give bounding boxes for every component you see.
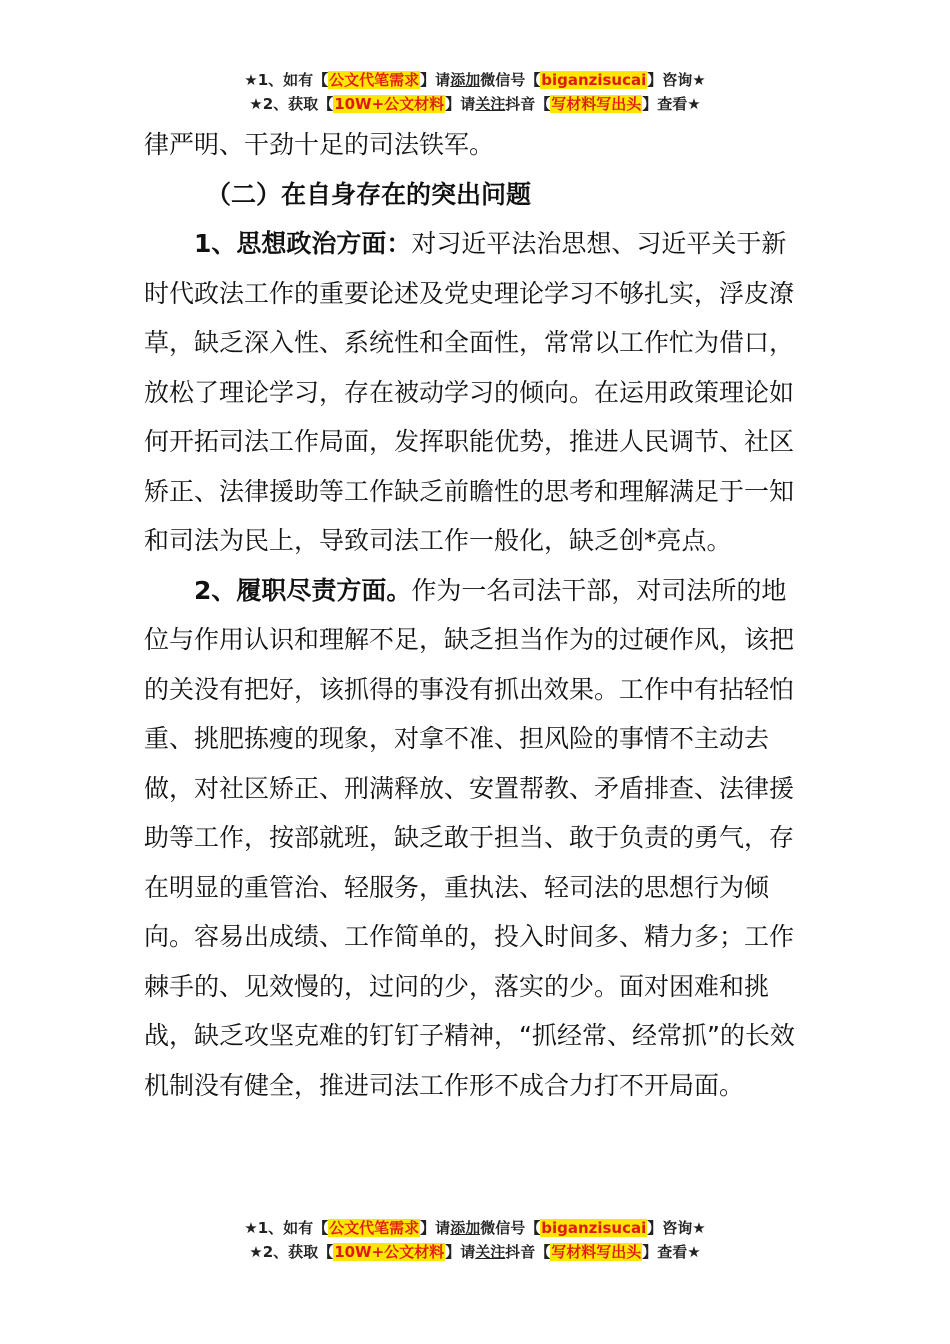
item-text: 作为一名司法干部，对司法所的地位与作用认识和理解不足，缺乏担当作为的过硬作风，该把的关没有把好，该抓得的事没有抓出效果。工作中有拈轻怕重、挑肥拣瘦的现象，对拿不准、担风险的事情不主动去做，对社区矫正、刑满释放、安置帮教、矛盾排查、法律援助等工作，按部就班，缺乏敢于担当、敢于负责的勇气，存在明显的重管治、轻服务，重执法、轻司法的思想行为倾向。容易出成绩、工作简单的，投入时间多、精力多；工作棘手的、见效慢的，过问的少，落实的少。面对困难和挑战，缺乏攻坚克难的钉钉子精神，“抓经常、经常抓”的长效机制没有健全，推进司法工作形不成合力打不开局面。 — [144, 575, 795, 1100]
highlight-service: 公文代笔需求 — [329, 71, 420, 89]
promo-line-2: ★2、获取【10W+公文材料】请关注抖音【写材料写出头】查看★ — [249, 1243, 701, 1261]
highlight-service: 公文代笔需求 — [329, 1219, 420, 1237]
section-heading: （二）在自身存在的突出问题 — [206, 179, 532, 209]
promo-banner-top — [0, 68, 950, 116]
promo-line-1: ★1、如有【公文代笔需求】请添加微信号【biganzisucai】咨询★ — [244, 71, 706, 89]
highlight-wechat-id: biganzisucai — [541, 71, 647, 89]
paragraph-ideology — [144, 219, 808, 566]
item-label: 1、思想政治方面： — [194, 229, 412, 258]
item-label: 2、履职尽责方面。 — [194, 575, 412, 605]
document-body — [144, 120, 808, 1110]
continuation-paragraph: 律严明、干劲十足的司法铁军。 — [144, 130, 495, 159]
highlight-douyin-account: 写材料写出头 — [551, 95, 642, 113]
paragraph-duty — [144, 566, 808, 1111]
highlight-douyin-account: 写材料写出头 — [551, 1243, 642, 1261]
highlight-wechat-id: biganzisucai — [541, 1219, 647, 1237]
promo-line-1: ★1、如有【公文代笔需求】请添加微信号【biganzisucai】咨询★ — [244, 1219, 706, 1237]
promo-line-2: ★2、获取【10W+公文材料】请关注抖音【写材料写出头】查看★ — [249, 95, 701, 113]
highlight-materials: 10W+公文材料 — [334, 95, 445, 113]
promo-banner-bottom — [0, 1216, 950, 1264]
highlight-materials: 10W+公文材料 — [334, 1243, 445, 1261]
item-text: 对习近平法治思想、习近平关于新时代政法工作的重要论述及党史理论学习不够扎实，浮皮潦草，缺乏深入性、系统性和全面性，常常以工作忙为借口，放松了理论学习，存在被动学习的倾向。在运用政策理论如何开拓司法工作局面，发挥职能优势，推进人民调节、社区矫正、法律援助等工作缺乏前瞻性的思考和理解满足于一知和司法为民上，导致司法工作一般化，缺乏创*亮点。 — [144, 229, 795, 555]
